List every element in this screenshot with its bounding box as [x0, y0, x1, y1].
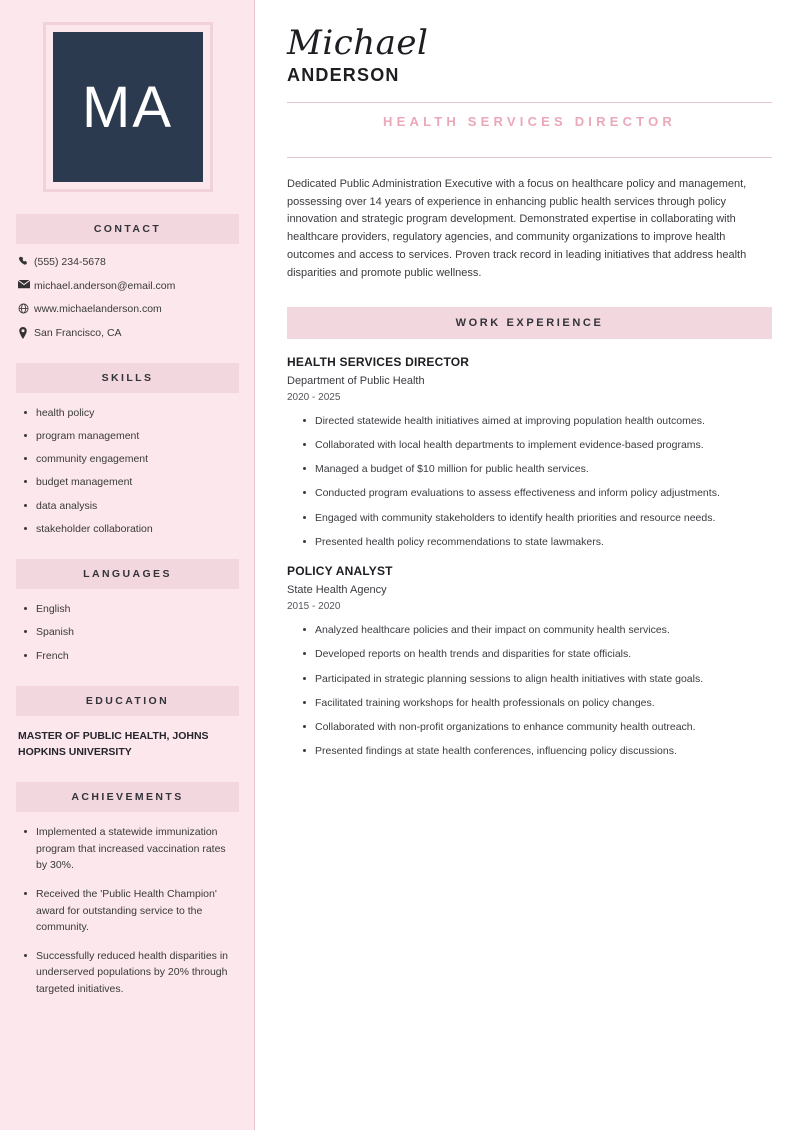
job-dates: 2020 - 2025: [287, 391, 341, 403]
globe-icon: [18, 303, 34, 314]
job-role: HEALTH SERVICES DIRECTOR: [287, 354, 470, 369]
page-title: HEALTH SERVICES DIRECTOR: [383, 113, 676, 129]
contact-item-website[interactable]: [18, 303, 239, 317]
sidebar: [0, 0, 255, 1130]
list-item: budget management: [22, 474, 237, 490]
contact-value: michael.anderson@email.com: [34, 279, 176, 292]
envelope-icon: [18, 280, 34, 289]
list-item: Successfully reduced health disparities in underserved populations by 20% through targeted initiatives.: [22, 948, 237, 997]
experience-entry: [287, 564, 772, 760]
avatar: [53, 32, 203, 182]
job-dates: 2015 - 2020: [287, 601, 341, 613]
list-item: Analyzed healthcare policies and their impact on community health services.: [301, 622, 772, 638]
contact-item-email[interactable]: [18, 280, 239, 294]
list-item: Implemented a statewide immunization program that increased vaccination rates by 30%.: [22, 824, 237, 873]
list-item: Participated in strategic planning sessions to align health initiatives with state goals.: [301, 671, 772, 687]
list-item: Presented health policy recommendations to state lawmakers.: [301, 534, 772, 550]
skills-list: [16, 405, 239, 538]
list-item: health policy: [22, 405, 237, 421]
contact-list: [18, 256, 239, 341]
location-pin-icon: [18, 327, 34, 339]
list-item: program management: [22, 428, 237, 444]
list-item: Facilitated training workshops for health professionals on policy changes.: [301, 695, 772, 711]
list-item: data analysis: [22, 498, 237, 514]
list-item: Developed reports on health trends and disparities for state officials.: [301, 646, 772, 662]
languages-section-heading: LANGUAGES: [16, 559, 239, 589]
job-organization: Department of Public Health: [287, 374, 425, 387]
education-section-heading: EDUCATION: [16, 686, 239, 716]
list-item: Received the 'Public Health Champion' award for outstanding service to the community.: [22, 886, 237, 935]
contact-item-location[interactable]: [18, 327, 239, 341]
list-item: community engagement: [22, 451, 237, 467]
avatar-initials: MA: [82, 74, 173, 140]
list-item: Directed statewide health initiatives aimed at improving population health outcomes.: [301, 413, 772, 429]
list-item: Conducted program evaluations to assess effectiveness and inform policy adjustments.: [301, 485, 772, 501]
achievements-section-heading: ACHIEVEMENTS: [16, 782, 239, 812]
contact-value: San Francisco, CA: [34, 326, 122, 339]
list-item: stakeholder collaboration: [22, 521, 237, 537]
education-entry: MASTER OF PUBLIC HEALTH, JOHNS HOPKINS UNIVERSITY: [18, 729, 209, 759]
main-content: [255, 0, 800, 1130]
skills-section-heading: SKILLS: [16, 363, 239, 393]
job-duties-list: [287, 413, 772, 551]
list-item: Engaged with community stakeholders to identify health priorities and resource needs.: [301, 510, 772, 526]
list-item: Managed a budget of $10 million for public health services.: [301, 461, 772, 477]
contact-section-heading: CONTACT: [16, 214, 239, 244]
last-name: ANDERSON: [287, 64, 400, 85]
first-name: Michael: [287, 23, 429, 63]
list-item: English: [22, 601, 237, 617]
job-duties-list: [287, 622, 772, 760]
contact-item-phone[interactable]: [18, 256, 239, 270]
phone-icon: [18, 256, 34, 267]
list-item: Collaborated with non-profit organizations to enhance community health outreach.: [301, 719, 772, 735]
job-role: POLICY ANALYST: [287, 564, 393, 579]
job-organization: State Health Agency: [287, 584, 387, 597]
avatar-frame: [43, 22, 213, 192]
experience-section-heading: WORK EXPERIENCE: [287, 307, 772, 339]
list-item: French: [22, 648, 237, 664]
divider-bottom: [287, 157, 772, 158]
experience-entry: [287, 355, 772, 551]
list-item: Collaborated with local health departments to implement evidence-based programs.: [301, 437, 772, 453]
contact-value: www.michaelanderson.com: [34, 303, 162, 316]
list-item: Spanish: [22, 624, 237, 640]
list-item: Presented findings at state health conferences, influencing policy discussions.: [301, 743, 772, 759]
achievements-list: [16, 824, 239, 996]
contact-value: (555) 234-5678: [34, 256, 106, 268]
professional-summary: Dedicated Public Administration Executive with a focus on healthcare policy and management, possessing over 14 years of experience in enhancing public health services through policy innovation and strategic program development. Demonstrated expertise in collaborating with healthcare providers, regulatory agencies, and community organizations to improve health outcomes and access to services. Proven track record in leading initiatives that address health disparities and promote public wellness.: [287, 177, 747, 279]
languages-list: [16, 601, 239, 664]
